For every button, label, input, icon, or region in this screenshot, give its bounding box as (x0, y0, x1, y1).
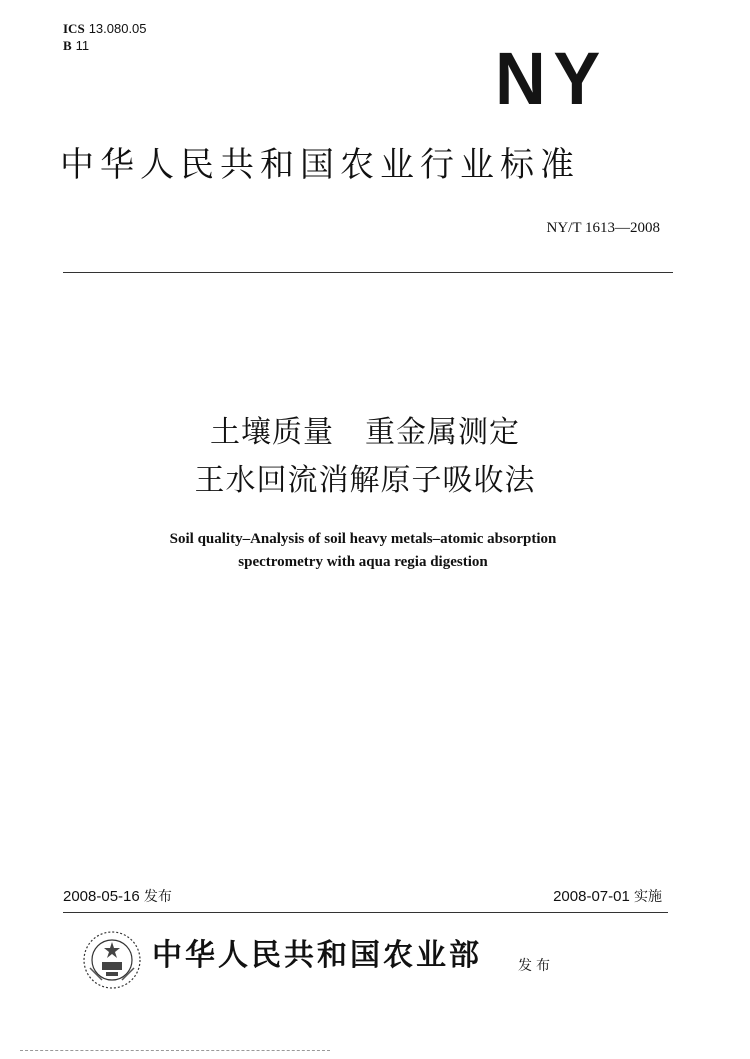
footer-divider (63, 912, 668, 913)
classification-codes (63, 20, 147, 54)
ics-label: ICS (63, 21, 85, 36)
implement-date-block (553, 887, 662, 907)
header-divider (63, 272, 673, 273)
implement-label: 实施 (634, 889, 662, 905)
title-en-line2: spectrometry with aqua regia digestion (238, 554, 488, 570)
issuer-name: 中华人民共和国农业部 (152, 938, 482, 973)
ccs-value: 11 (75, 38, 90, 53)
issue-date: 2008-05-16 (63, 888, 140, 905)
ics-line (63, 20, 147, 37)
title-zh-line1: 土壤质量 重金属测定 (210, 415, 520, 450)
ny-logo: NY (495, 37, 608, 120)
ccs-line (63, 37, 147, 54)
implement-date: 2008-07-01 (553, 888, 630, 905)
issuer-action: 发布 (518, 958, 554, 974)
ccs-label: B (63, 38, 72, 53)
standard-category: 中华人民共和国农业行业标准 (60, 145, 580, 185)
issue-label: 发布 (143, 889, 172, 905)
title-zh-line2: 王水回流消解原子吸收法 (194, 463, 536, 498)
ministry-emblem-icon (80, 928, 144, 992)
standard-number: NY/T 1613—2008 (546, 220, 660, 236)
issue-date-block (63, 887, 172, 907)
ics-value: 13.080.05 (88, 21, 147, 36)
title-en-line1: Soil quality–Analysis of soil heavy metals–atomic absorption (169, 531, 557, 547)
page-bottom-edge (20, 1050, 330, 1051)
